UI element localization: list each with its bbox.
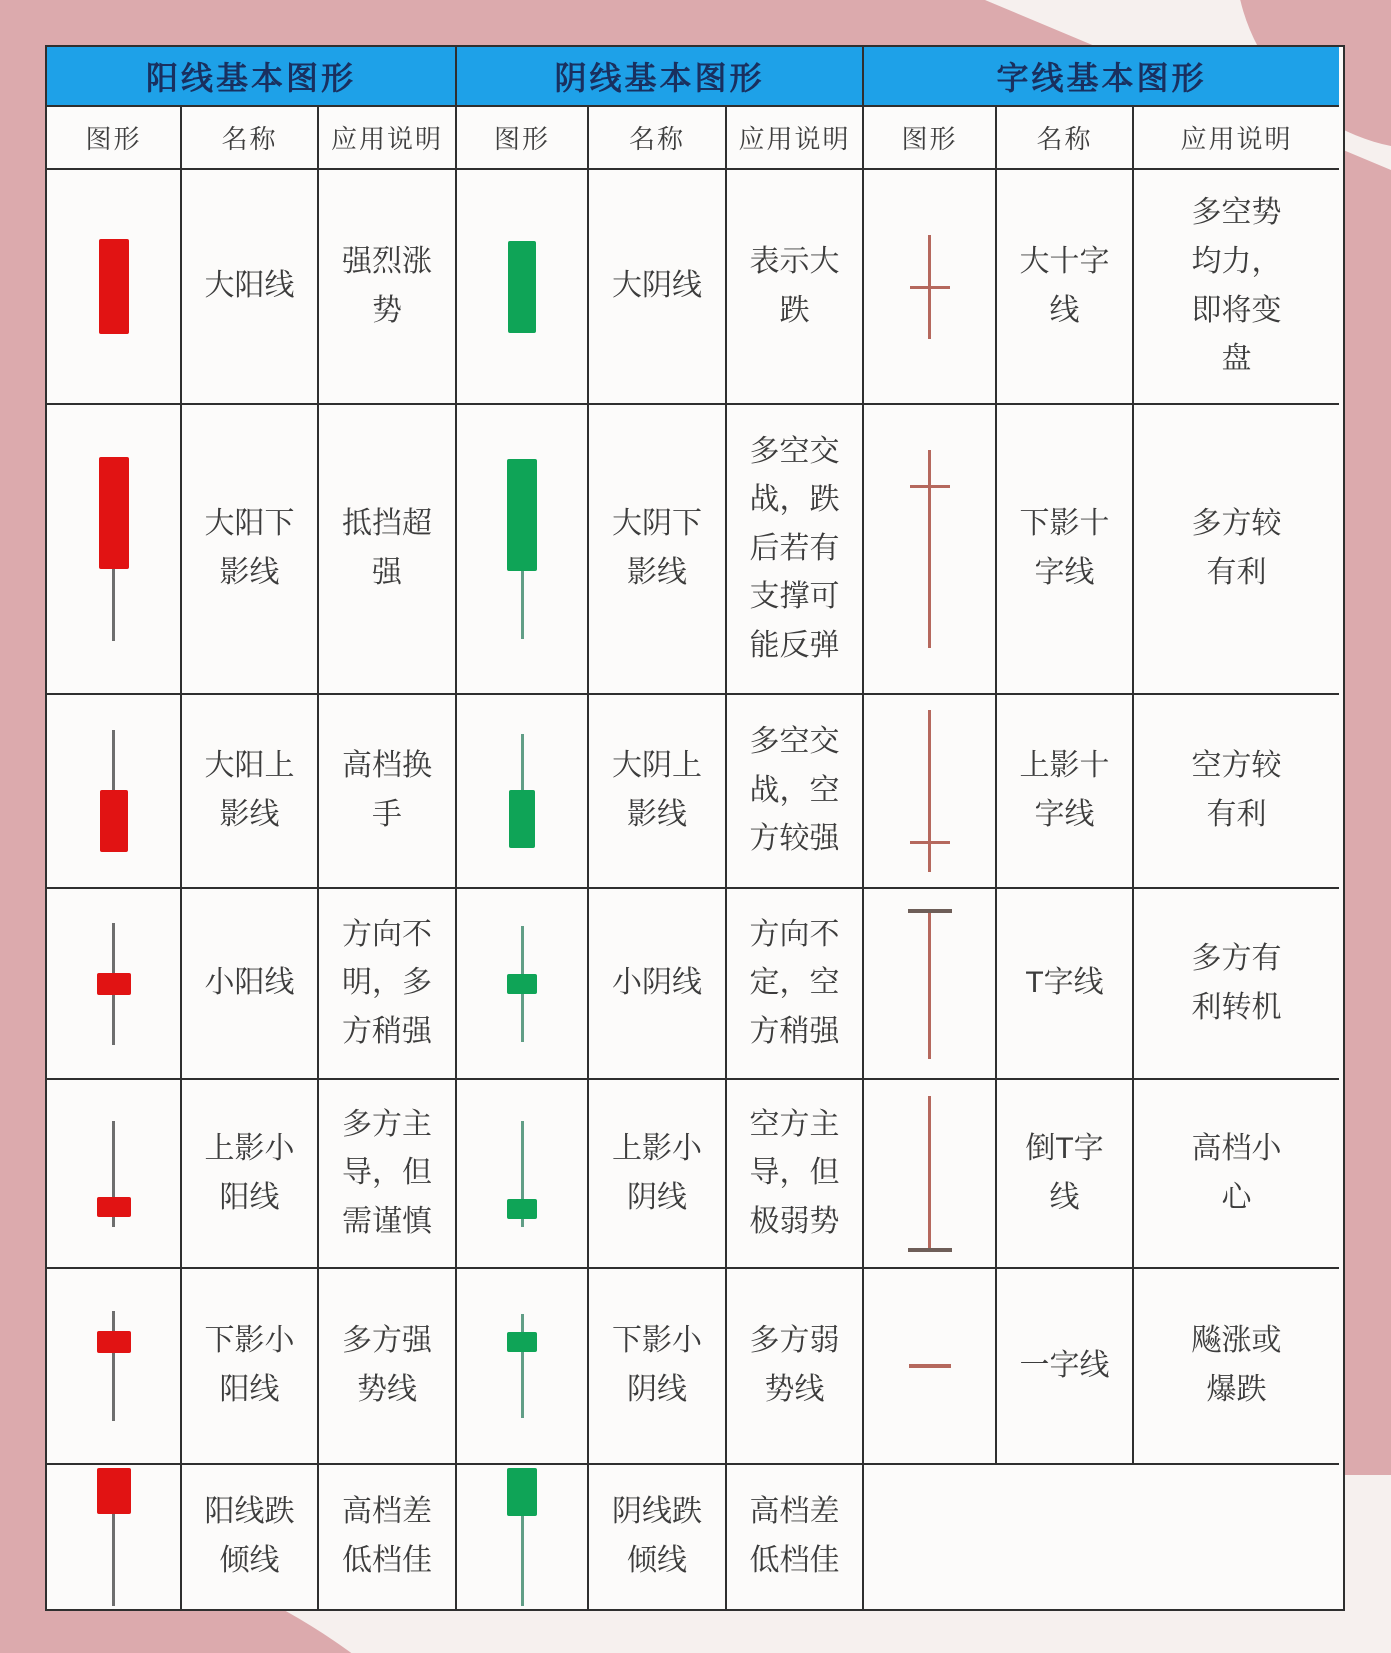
pattern-name: 大阳下影线 (204, 507, 295, 589)
pattern-desc: 空方较有利 (1191, 749, 1282, 831)
bullish-candle-figure (97, 1311, 131, 1421)
wick-line (521, 1219, 524, 1227)
wick-line (112, 1353, 115, 1421)
bullish-candle-figure (99, 239, 129, 334)
doji-cross-figure (910, 235, 950, 339)
pattern-desc: 多空势均力，即将变盘 (1191, 196, 1282, 376)
wick-line (112, 730, 115, 790)
column-header (997, 107, 1134, 170)
pattern-figure-cell (47, 170, 182, 405)
pattern-desc-cell (319, 1080, 457, 1269)
pattern-desc: 多空交战，跌后若有支撑可能反弹 (749, 434, 840, 662)
pattern-desc-cell (319, 405, 457, 695)
pattern-desc-cell (1134, 405, 1339, 695)
pattern-figure-cell (864, 405, 997, 695)
pattern-name-cell (997, 695, 1134, 889)
pattern-figure-cell (457, 405, 589, 695)
pattern-name: 上影十字线 (1019, 749, 1110, 831)
bullish-candle-figure (100, 730, 128, 852)
group-header (457, 47, 864, 107)
pattern-desc-cell (319, 1465, 457, 1609)
pattern-desc: 方向不明，多方稍强 (342, 917, 432, 1048)
pattern-desc-cell (727, 1269, 864, 1465)
pattern-desc-cell (1134, 170, 1339, 405)
pattern-figure-cell (864, 1269, 997, 1465)
pattern-name: 阴线跌倾线 (612, 1495, 702, 1577)
pattern-desc: 空方主导，但极弱势 (749, 1107, 840, 1238)
table-row (47, 1269, 1343, 1465)
pattern-desc: 多方弱势线 (749, 1324, 840, 1406)
pattern-desc-cell (1134, 1080, 1339, 1269)
column-header (47, 107, 182, 170)
pattern-desc-cell (727, 405, 864, 695)
pattern-name: 大阳上影线 (204, 749, 295, 831)
pattern-name-cell (589, 695, 727, 889)
pattern-name: 大阴线 (612, 269, 702, 303)
pattern-figure-cell (457, 1269, 589, 1465)
pattern-desc-cell (727, 889, 864, 1080)
pattern-name: 下影小阴线 (612, 1324, 702, 1406)
doji-horizontal-line (910, 485, 950, 488)
pattern-figure-cell (864, 889, 997, 1080)
pattern-desc: 飚涨或爆跌 (1191, 1324, 1282, 1406)
table-row (47, 1465, 1343, 1609)
table-row (47, 1080, 1343, 1269)
group-header-label: 阳线基本图形 (145, 60, 356, 96)
table-row (47, 889, 1343, 1080)
pattern-name: 上影小阳线 (204, 1131, 295, 1214)
pattern-name-cell (997, 1269, 1134, 1465)
pattern-desc: 高档小心 (1191, 1131, 1282, 1214)
bearish-candle-figure (507, 1468, 537, 1606)
table-row (47, 170, 1343, 405)
pattern-desc-cell (1134, 1269, 1339, 1465)
wick-line (112, 1217, 115, 1227)
column-header (589, 107, 727, 170)
wick-line (928, 1096, 931, 1248)
column-header-label: 名称 (1036, 124, 1093, 154)
pattern-name: 大十字线 (1019, 244, 1110, 327)
column-header (1134, 107, 1339, 170)
pattern-name-cell (182, 405, 319, 695)
pattern-figure-cell (864, 170, 997, 405)
pattern-name-cell (182, 889, 319, 1080)
column-header-label: 应用说明 (1180, 124, 1293, 154)
wick-line (521, 1121, 524, 1199)
doji-cross-figure (910, 710, 950, 872)
pattern-desc-cell (727, 170, 864, 405)
column-header-label: 名称 (628, 124, 685, 154)
pattern-figure-cell (47, 695, 182, 889)
wick-line (928, 913, 931, 1059)
bearish-candle-figure (507, 1121, 537, 1227)
column-header (457, 107, 589, 170)
bearish-candle-figure (508, 241, 536, 333)
table-row (47, 47, 1343, 107)
pattern-name: 下影十字线 (1019, 507, 1110, 589)
column-header-label: 图形 (901, 124, 958, 154)
wick-line (112, 1514, 115, 1606)
wick-line (521, 1352, 524, 1418)
table-row (47, 107, 1343, 170)
candle-body (100, 790, 128, 852)
bullish-candle-figure (97, 1121, 131, 1227)
pattern-desc: 多空交战，空方较强 (749, 725, 840, 856)
wick-line (112, 1311, 115, 1331)
column-header-label: 图形 (493, 124, 550, 154)
column-header-label: 名称 (221, 124, 278, 154)
group-header-label: 字线基本图形 (996, 60, 1207, 96)
pattern-figure-cell (457, 1080, 589, 1269)
candle-body (97, 973, 131, 995)
pattern-name-cell (182, 695, 319, 889)
pink-border-right (1345, 0, 1391, 1475)
wick-line (112, 923, 115, 973)
pattern-name-cell (589, 1269, 727, 1465)
pattern-name-cell (997, 889, 1134, 1080)
group-header (864, 47, 1339, 107)
pattern-name: 倒T字线 (1025, 1131, 1104, 1214)
merged-empty-cell (864, 1465, 1339, 1609)
candle-body (507, 974, 537, 994)
pattern-name: 下影小阳线 (204, 1324, 295, 1406)
pink-border-left (0, 0, 46, 1653)
candle-body (97, 1331, 131, 1353)
pattern-figure-cell (47, 889, 182, 1080)
pattern-name: 小阳线 (204, 966, 295, 1000)
table-row (47, 695, 1343, 889)
candle-body (507, 1199, 537, 1219)
pattern-desc-cell (727, 695, 864, 889)
candle-body (507, 459, 537, 571)
candle-body (508, 241, 536, 333)
wick-line (112, 995, 115, 1045)
pattern-figure-cell (47, 1465, 182, 1609)
candlestick-pattern-table (45, 45, 1345, 1611)
group-header-label: 阴线基本图形 (554, 60, 765, 96)
pattern-figure-cell (47, 405, 182, 695)
pattern-name: 大阴下影线 (612, 507, 702, 589)
pattern-figure-cell (457, 1465, 589, 1609)
pattern-desc: 方向不定，空方稍强 (749, 917, 840, 1048)
pattern-name-cell (182, 1080, 319, 1269)
pattern-figure-cell (864, 1080, 997, 1269)
pattern-desc-cell (1134, 695, 1339, 889)
column-header (182, 107, 319, 170)
doji-horizontal-line (910, 841, 950, 844)
pattern-name: 上影小阴线 (612, 1131, 702, 1214)
pattern-name-cell (589, 405, 727, 695)
column-header (864, 107, 997, 170)
pattern-name-cell (589, 889, 727, 1080)
group-header (47, 47, 457, 107)
candle-body (509, 790, 535, 848)
doji-vertical-line (928, 710, 931, 872)
bullish-candle-figure (99, 457, 129, 641)
column-header (319, 107, 457, 170)
wick-line (521, 734, 524, 790)
pattern-name: T字线 (1025, 966, 1104, 1000)
pattern-name: 一字线 (1019, 1348, 1110, 1382)
candle-body (97, 1197, 131, 1217)
pattern-figure-cell (47, 1269, 182, 1465)
pattern-name: 大阳线 (204, 269, 295, 303)
bullish-candle-figure (97, 923, 131, 1045)
pattern-name-cell (997, 1080, 1134, 1269)
pattern-desc: 多方较有利 (1191, 507, 1282, 589)
pattern-name: 阳线跌倾线 (204, 1495, 295, 1577)
pattern-name-cell (182, 1465, 319, 1609)
wick-line (521, 571, 524, 639)
inverted-t-line-figure (908, 1096, 952, 1252)
pattern-name-cell (997, 405, 1134, 695)
dash-line-figure (909, 1364, 951, 1368)
t-line-figure (908, 909, 952, 1059)
pattern-desc: 多方主导，但需谨慎 (342, 1107, 432, 1238)
pattern-desc-cell (319, 170, 457, 405)
bearish-candle-figure (507, 926, 537, 1042)
pattern-desc: 强烈涨势 (342, 244, 432, 327)
candle-body (507, 1332, 537, 1352)
candle-body (99, 239, 129, 334)
pattern-desc: 高档差低档佳 (342, 1495, 432, 1577)
bullish-candle-figure (97, 1468, 131, 1606)
candle-body (507, 1468, 537, 1516)
pattern-desc-cell (319, 889, 457, 1080)
column-header-label: 图形 (85, 124, 142, 154)
t-bar (908, 1248, 952, 1252)
wick-line (112, 1121, 115, 1197)
pattern-desc: 高档换手 (342, 749, 432, 831)
pattern-desc-cell (727, 1080, 864, 1269)
pattern-figure-cell (47, 1080, 182, 1269)
pattern-desc: 多方强势线 (342, 1324, 432, 1406)
pattern-name-cell (589, 1080, 727, 1269)
candle-body (97, 1468, 131, 1514)
pattern-name-cell (182, 170, 319, 405)
column-header (727, 107, 864, 170)
pattern-name: 小阴线 (612, 966, 702, 1000)
column-header-label: 应用说明 (330, 124, 443, 154)
doji-vertical-line (928, 450, 931, 648)
pattern-name: 大阴上影线 (612, 749, 702, 831)
pattern-figure-cell (457, 170, 589, 405)
column-header-label: 应用说明 (738, 124, 851, 154)
pattern-desc: 表示大跌 (749, 244, 840, 327)
doji-horizontal-line (910, 286, 950, 289)
pattern-desc-cell (727, 1465, 864, 1609)
pattern-figure-cell (457, 695, 589, 889)
pattern-name-cell (997, 170, 1134, 405)
table-row (47, 405, 1343, 695)
doji-cross-figure (910, 450, 950, 648)
candle-body (99, 457, 129, 569)
pattern-desc-cell (319, 695, 457, 889)
pattern-desc: 抵挡超强 (342, 507, 432, 589)
wick-line (521, 926, 524, 974)
bearish-candle-figure (509, 734, 535, 848)
pattern-desc: 多方有利转机 (1191, 941, 1282, 1024)
wick-line (521, 994, 524, 1042)
pattern-desc-cell (1134, 889, 1339, 1080)
bearish-candle-figure (507, 459, 537, 639)
pattern-desc-cell (319, 1269, 457, 1465)
pattern-figure-cell (457, 889, 589, 1080)
pattern-desc: 高档差低档佳 (749, 1495, 840, 1577)
wick-line (521, 1314, 524, 1332)
pattern-name-cell (182, 1269, 319, 1465)
bearish-candle-figure (507, 1314, 537, 1418)
pattern-figure-cell (864, 695, 997, 889)
wick-line (521, 1516, 524, 1606)
pattern-name-cell (589, 1465, 727, 1609)
pattern-name-cell (589, 170, 727, 405)
wick-line (112, 569, 115, 641)
